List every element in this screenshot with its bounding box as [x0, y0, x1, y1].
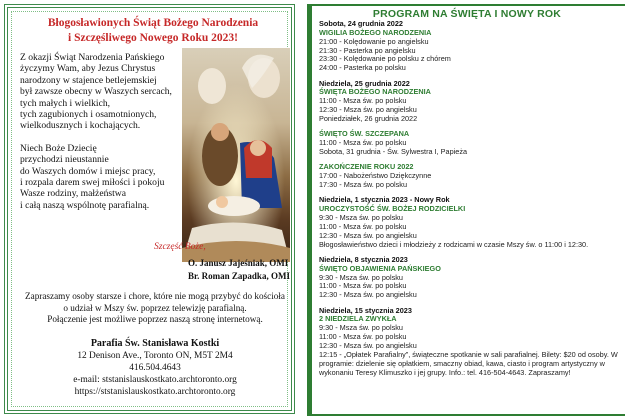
invite-line: Zapraszamy osoby starsze i chore, które nie mogą przybyć do kościoła — [25, 291, 285, 301]
title-line-1: Błogosławionych Świąt Bożego Narodzenia — [47, 17, 259, 29]
schedule-line: Sobota, 31 grudnia - Św. Sylwestra I, Papieża — [319, 146, 468, 156]
schedule-line: 12:30 - Msza św. po angielsku — [319, 290, 417, 300]
schedule-line: 21:00 - Kolędowanie po angielsku — [319, 36, 429, 46]
schedule-date: Niedziela, 1 stycznia 2023 - Nowy Rok — [319, 195, 450, 205]
parish-address: 12 Denison Ave., Toronto ON, M5T 2M4 — [77, 351, 233, 361]
schedule-line: 17:30 - Msza św. po polsku — [319, 180, 408, 189]
schedule-line: 11:00 - Msza św. po polsku — [319, 281, 407, 291]
greeting-line: Z okazji Świąt Narodzenia Pańskiego — [20, 52, 165, 63]
schedule-line: 11:00 - Msza św. po polsku — [319, 138, 407, 148]
schedule-date: Sobota, 24 grudnia 2022 — [319, 19, 403, 28]
schedule-line: 12:30 - Msza św. po angielsku — [319, 341, 417, 350]
greeting-text — [20, 52, 180, 211]
schedule-heading: UROCZYSTOŚĆ ŚW. BOŻEJ RODZICIELKI — [319, 204, 466, 214]
schedule-line: 9:30 - Msza św. po polsku — [319, 213, 403, 223]
parish-website-link[interactable]: https://ststanislauskostkato.archtoronto.org — [74, 387, 236, 397]
greeting-line: był zawsze obecny w Waszych sercach, — [20, 86, 172, 98]
greeting-card-panel — [4, 4, 295, 414]
program-title: PROGRAM NA ŚWIĘTA I NOWY ROK — [372, 8, 562, 20]
invite-line: o udział w Mszy św. poprzez telewizję parafialną. — [63, 302, 247, 313]
greeting-line: narodzony w stajence betlejemskiej — [20, 74, 157, 86]
schedule-line: 12:30 - Msza św. po angielsku — [319, 230, 417, 240]
greeting-line: wielkodusznych i kochających. — [20, 120, 141, 132]
schedule-line: 11:00 - Msza św. po polsku — [319, 96, 407, 106]
signature-1: O. Janusz Jajeśniak, OMI — [188, 258, 289, 268]
greeting-line: przychodzi nieustannie — [20, 154, 109, 166]
parish-phone: 416.504.4643 — [129, 363, 181, 373]
schedule-date: Niedziela, 8 stycznia 2023 — [319, 254, 408, 264]
schedule-date: Niedziela, 25 grudnia 2022 — [319, 78, 410, 88]
schedule-heading: WIGILIA BOŻEGO NARODZENIA — [319, 27, 432, 37]
greeting-line: tych zagubionych i osamotnionych, — [20, 109, 157, 121]
program-schedule — [319, 20, 623, 377]
christmas-greeting-title — [18, 16, 288, 46]
title-line-2: i Szczęśliwego Nowego Roku 2023! — [68, 32, 238, 44]
invite-line: Połączenie jest możliwe poprzez naszą stronę internetową. — [47, 314, 263, 325]
greeting-line: i całą naszą wspólnotę parafialną. — [20, 199, 150, 211]
schedule-line: 24:00 - Pasterka po polsku — [319, 63, 406, 73]
schedule-heading: ŚWIĘTO ŚW. SZCZEPANA — [319, 129, 410, 139]
schedule-line: Poniedziałek, 26 grudnia 2022 — [319, 113, 418, 123]
greeting-line: Wasze rodziny, małżeństwa — [20, 188, 126, 200]
signature-2: Br. Roman Zapadka, OMI — [188, 271, 290, 281]
greeting-line: życzymy Wam, aby Jezus Chrystus — [20, 63, 156, 75]
schedule-date: Niedziela, 15 stycznia 2023 — [319, 305, 412, 315]
parish-name: Parafia Św. Stanisława Kostki — [90, 338, 220, 349]
greeting-line: do Waszych domów i miejsc pracy, — [20, 165, 156, 177]
schedule-line: 11:00 - Msza św. po polsku — [319, 221, 407, 231]
tv-invitation — [22, 291, 288, 326]
parish-email[interactable]: e-mail: ststanislauskostkato.archtoronto.org — [73, 375, 237, 385]
schedule-heading: ŚWIĘTA BOŻEGO NARODZENIA — [319, 87, 431, 97]
schedule-line: Błogosławieństwo dzieci i młodzieży z rodzicami w czasie Mszy św. o 11:00 i 12:30. — [319, 239, 589, 249]
greeting-line: Niech Boże Dziecię — [20, 142, 97, 154]
parish-contact — [22, 338, 288, 398]
schedule-line: 23:30 - Kolędowanie po polsku z chórem — [319, 54, 451, 64]
schedule-heading: ŚWIĘTO OBJAWIENIA PAŃSKIEGO — [319, 263, 441, 273]
schedule-note: 12:15 - „Opłatek Parafialny”, świąteczne spotkanie w sali parafialnej. Bilety: $20 od osoby. W programie: dzielenie się opłatkiem, smaczny obiad, kawa, ciasto i program artystyczny w wykonaniu Teresy Klimuszko i jej grupy. Info.: tel. 416-504-4643. Zapraszamy! — [319, 349, 618, 377]
greeting-line: i rozpala darem swej miłości i pokoju — [20, 177, 165, 189]
wish-text: Szczęść Boże, — [154, 242, 206, 252]
nativity-image — [182, 48, 290, 262]
program-panel — [307, 4, 625, 416]
schedule-line: 9:30 - Msza św. po polsku — [319, 272, 403, 282]
schedule-line: 12:30 - Msza św. po angielsku — [319, 105, 417, 115]
schedule-line: 21:30 - Pasterka po angielsku — [319, 45, 416, 55]
schedule-line: 11:00 - Msza św. po polsku — [319, 332, 407, 342]
schedule-line: 17:00 - Nabożeństwo Dziękczynne — [319, 171, 432, 181]
schedule-line: 9:30 - Msza św. po polsku — [319, 323, 403, 333]
greeting-line: tych małych i wielkich, — [20, 97, 111, 109]
schedule-heading: 2 NIEDZIELA ZWYKŁA — [319, 314, 397, 324]
schedule-heading: ZAKOŃCZENIE ROKU 2022 — [319, 162, 414, 172]
